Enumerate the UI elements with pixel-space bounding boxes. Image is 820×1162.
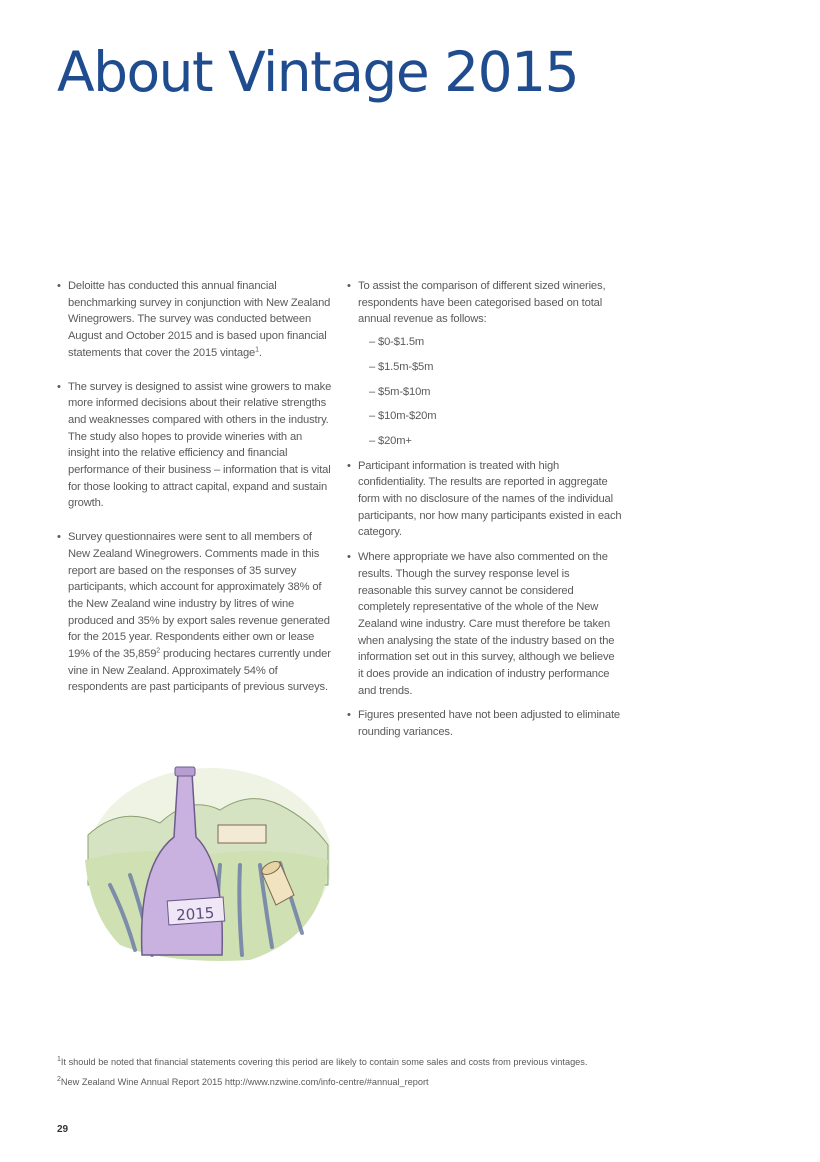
revenue-band: – $10m-$20m bbox=[369, 410, 437, 423]
revenue-band: – $1.5m-$5m bbox=[369, 360, 434, 373]
revenue-band: – $5m-$10m bbox=[369, 385, 431, 398]
bullet-rounding: • Figures presented have not been adjusted to eliminate rounding variances. bbox=[347, 707, 622, 740]
footnote-ref-1: 1 bbox=[255, 346, 259, 354]
bullet-categorisation: • To assist the comparison of different sized wineries, respondents have been categorised based on total annual revenue as follows: – $0-$1.5m – $1.5m-$5m – $5m-$10m – $10m-$20m – $20m+ bbox=[347, 278, 622, 450]
winery-building bbox=[218, 825, 266, 843]
revenue-band: – $20m+ bbox=[369, 434, 412, 447]
bullet-survey-respondents: • Survey questionnaires were sent to all members of New Zealand Winegrowers. Comments made in this report are based on the responses of 35 survey participants, which account for approximately 38% of the New Zealand wine industry by litres of wine produced and 35% by export sales revenue generated for the 2015 year. Respondents either own or lease 19% of the 35,859$^2$ producing hectares currently under vine in New Zealand. Approximately 54% of respondents are past participants of previous surveys. bbox=[57, 529, 332, 696]
footnote-ref-2: 2 bbox=[156, 647, 161, 655]
footnote-1: $^1$It should be noted that financial statements covering this period are likely to contain some sales and costs from previous vintages. bbox=[57, 1055, 588, 1067]
revenue-band: – $0-$1.5m bbox=[369, 336, 425, 349]
page-title: About Vintage 2015 bbox=[57, 40, 579, 104]
revenue-band-list bbox=[358, 334, 622, 450]
page-number: 29 bbox=[57, 1124, 69, 1135]
right-column bbox=[347, 278, 622, 749]
bullet-survey-purpose: • The survey is designed to assist wine growers to make more informed decisions about their relative strengths and weaknesses compared with others in the industry. The study also hopes to provide wineries with an insight into the relative efficiency and financial performance of their business – information that is vital for those looking to attract capital, expand and sustain growth. bbox=[57, 379, 332, 513]
footnotes bbox=[57, 1056, 757, 1096]
left-column bbox=[57, 278, 332, 713]
bottle-label-year: 2015 bbox=[175, 903, 215, 925]
bullet-survey-overview: • Deloitte has conducted this annual financial benchmarking survey in conjunction with New Zealand Winegrowers. The survey was conducted between August and October 2015 and is based upon financial statements that cover the 2015 vintage$^1$. bbox=[57, 278, 332, 362]
bullet-confidentiality: • Participant information is treated with high confidentiality. The results are reported in aggregate form with no disclosure of the names of the individual participants, nor how many participants existed in each category. bbox=[347, 458, 622, 542]
vineyard-illustration bbox=[80, 765, 330, 965]
footnote-2: $^2$New Zealand Wine Annual Report 2015 http://www.nzwine.com/info-centre/#annual_report bbox=[57, 1075, 429, 1087]
bullet-representativeness: • Where appropriate we have also commented on the results. Though the survey response level is reasonable this survey cannot be considered completely representative of the whole of the New Zealand wine industry. Care must therefore be taken when analysing the state of the industry based on the information set out in this survey, although we believe it does provide an indication of industry performance and trends. bbox=[347, 549, 622, 699]
